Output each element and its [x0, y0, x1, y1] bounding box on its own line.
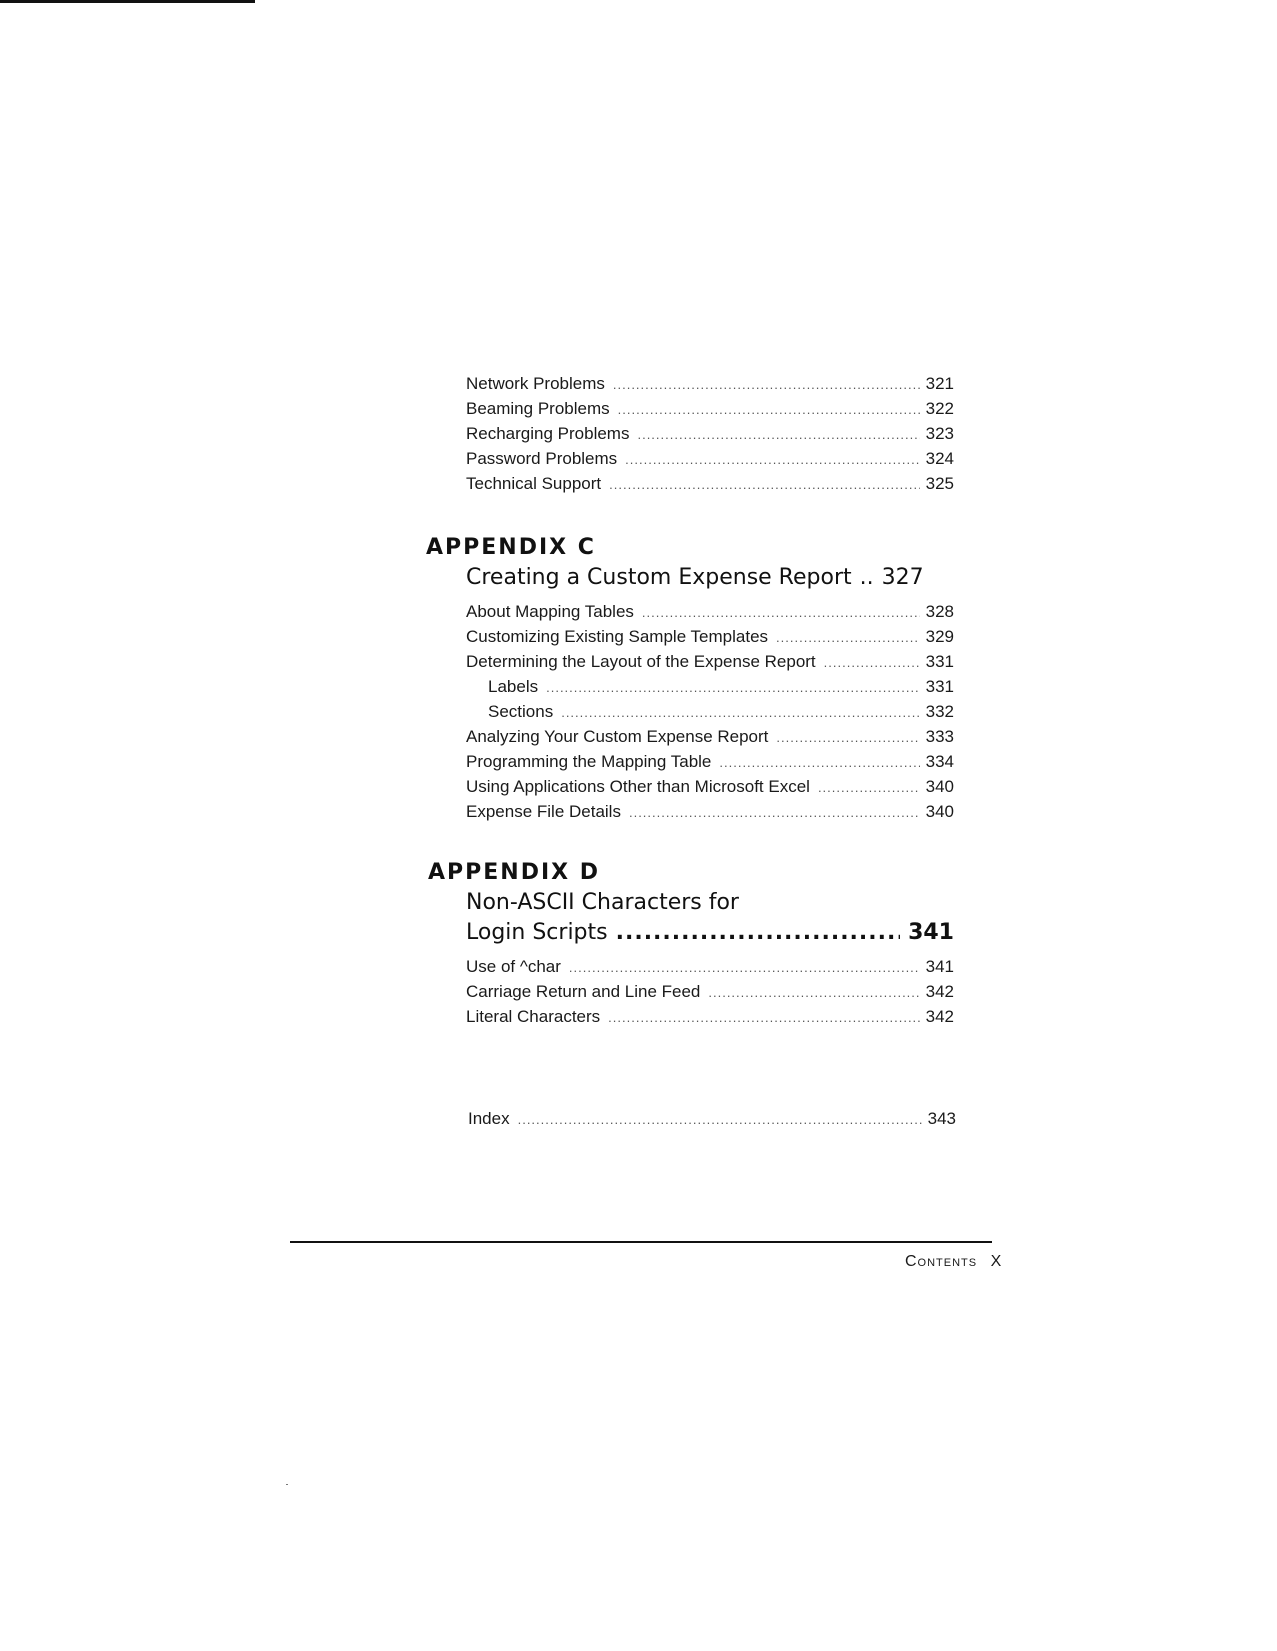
dot-leader [546, 675, 920, 700]
toc-subentry[interactable] [466, 699, 954, 724]
toc-entry-page: 343 [927, 1109, 956, 1128]
toc-entry-label: Programming the Mapping Table [466, 752, 712, 771]
appendix-c-section [466, 563, 954, 824]
dot-leader [613, 372, 920, 397]
toc-entry-page: 334 [925, 752, 954, 771]
toc-entry[interactable] [466, 649, 954, 674]
toc-entry-page: 341 [925, 957, 954, 976]
toc-entry[interactable] [466, 954, 954, 979]
toc-entry-page: 332 [925, 702, 954, 721]
appendix-d-section [466, 888, 954, 1029]
dot-leader [642, 600, 920, 625]
footer-section-label: Contents [905, 1253, 978, 1270]
toc-entry-label: Network Problems [466, 374, 605, 393]
toc-entry-page: 322 [925, 399, 954, 418]
toc-entry-page: 342 [925, 1007, 954, 1026]
dot-leader [629, 800, 920, 825]
toc-entry-label: Carriage Return and Line Feed [466, 982, 701, 1001]
toc-entry-label: Analyzing Your Custom Expense Report [466, 727, 769, 746]
chapter-page: 341 [908, 920, 954, 945]
toc-entry-page: 325 [925, 474, 954, 493]
toc-top-list [466, 371, 954, 496]
dot-leader [518, 1107, 922, 1132]
toc-entry-index[interactable] [468, 1106, 956, 1131]
appendix-c-title: APPENDIX C [426, 535, 596, 560]
index-section [468, 1106, 956, 1131]
toc-entry-page: 324 [925, 449, 954, 468]
toc-entry[interactable] [466, 1004, 954, 1029]
chapter-page: 327 [881, 565, 924, 590]
toc-entry-label: Expense File Details [466, 802, 621, 821]
dot-leader [616, 918, 900, 948]
toc-entry-page: 321 [925, 374, 954, 393]
dot-leader [608, 1005, 919, 1030]
toc-entry-label: About Mapping Tables [466, 602, 634, 621]
dot-leader [609, 472, 919, 497]
toc-entry[interactable] [466, 624, 954, 649]
toc-entry[interactable] [466, 421, 954, 446]
footer-page-number: X [990, 1253, 1003, 1270]
appendix-c-chapter-heading[interactable] [466, 563, 954, 593]
dot-leader [708, 980, 919, 1005]
toc-entry-page: 328 [925, 602, 954, 621]
toc-entry-page: 331 [925, 652, 954, 671]
toc-entry-page: 331 [925, 677, 954, 696]
dot-leader [824, 650, 920, 675]
chapter-dots: .. [859, 565, 874, 590]
footer-rule [290, 1241, 992, 1243]
top-rule [0, 0, 255, 3]
toc-entry-label: Labels [488, 677, 539, 696]
dot-leader [625, 447, 919, 472]
dot-leader [818, 775, 920, 800]
toc-entry[interactable] [466, 749, 954, 774]
toc-entry-page: 323 [925, 424, 954, 443]
toc-entry-label: Beaming Problems [466, 399, 610, 418]
toc-entry-label: Customizing Existing Sample Templates [466, 627, 769, 646]
dot-leader [719, 750, 919, 775]
dot-leader [637, 422, 919, 447]
toc-entry-page: 340 [925, 802, 954, 821]
scan-speck [286, 1484, 288, 1485]
dot-leader [569, 955, 920, 980]
toc-entry-label: Password Problems [466, 449, 618, 468]
toc-entry[interactable] [466, 446, 954, 471]
appendix-d-chapter-heading-line2[interactable] [466, 918, 954, 948]
toc-entry[interactable] [466, 599, 954, 624]
page-footer [905, 1253, 1002, 1271]
chapter-title: Non-ASCII Characters for [466, 890, 739, 915]
toc-entry-label: Determining the Layout of the Expense Report [466, 652, 816, 671]
toc-entry[interactable] [466, 799, 954, 824]
toc-entry[interactable] [466, 371, 954, 396]
toc-entry-label: Literal Characters [466, 1007, 601, 1026]
appendix-d-chapter-heading-line1[interactable] [466, 888, 954, 918]
chapter-title: Creating a Custom Expense Report [466, 565, 852, 590]
toc-entry-label: Index [468, 1109, 510, 1128]
toc-entry[interactable] [466, 396, 954, 421]
toc-entry-page: 333 [925, 727, 954, 746]
toc-entry[interactable] [466, 979, 954, 1004]
toc-entry-label: Recharging Problems [466, 424, 630, 443]
appendix-d-title: APPENDIX D [428, 860, 601, 885]
dot-leader [776, 625, 920, 650]
toc-entry-label: Using Applications Other than Microsoft Excel [466, 777, 810, 796]
toc-entry-page: 340 [925, 777, 954, 796]
toc-entry[interactable] [466, 774, 954, 799]
toc-entry-page: 342 [925, 982, 954, 1001]
toc-entry-label: Use of ^char [466, 957, 561, 976]
toc-entry-label: Sections [488, 702, 554, 721]
toc-subentry[interactable] [466, 674, 954, 699]
toc-entry[interactable] [466, 471, 954, 496]
dot-leader [618, 397, 920, 422]
toc-entry-page: 329 [925, 627, 954, 646]
toc-entry[interactable] [466, 724, 954, 749]
chapter-title: Login Scripts [466, 920, 608, 945]
dot-leader [776, 725, 919, 750]
dot-leader [561, 700, 919, 725]
toc-entry-label: Technical Support [466, 474, 602, 493]
